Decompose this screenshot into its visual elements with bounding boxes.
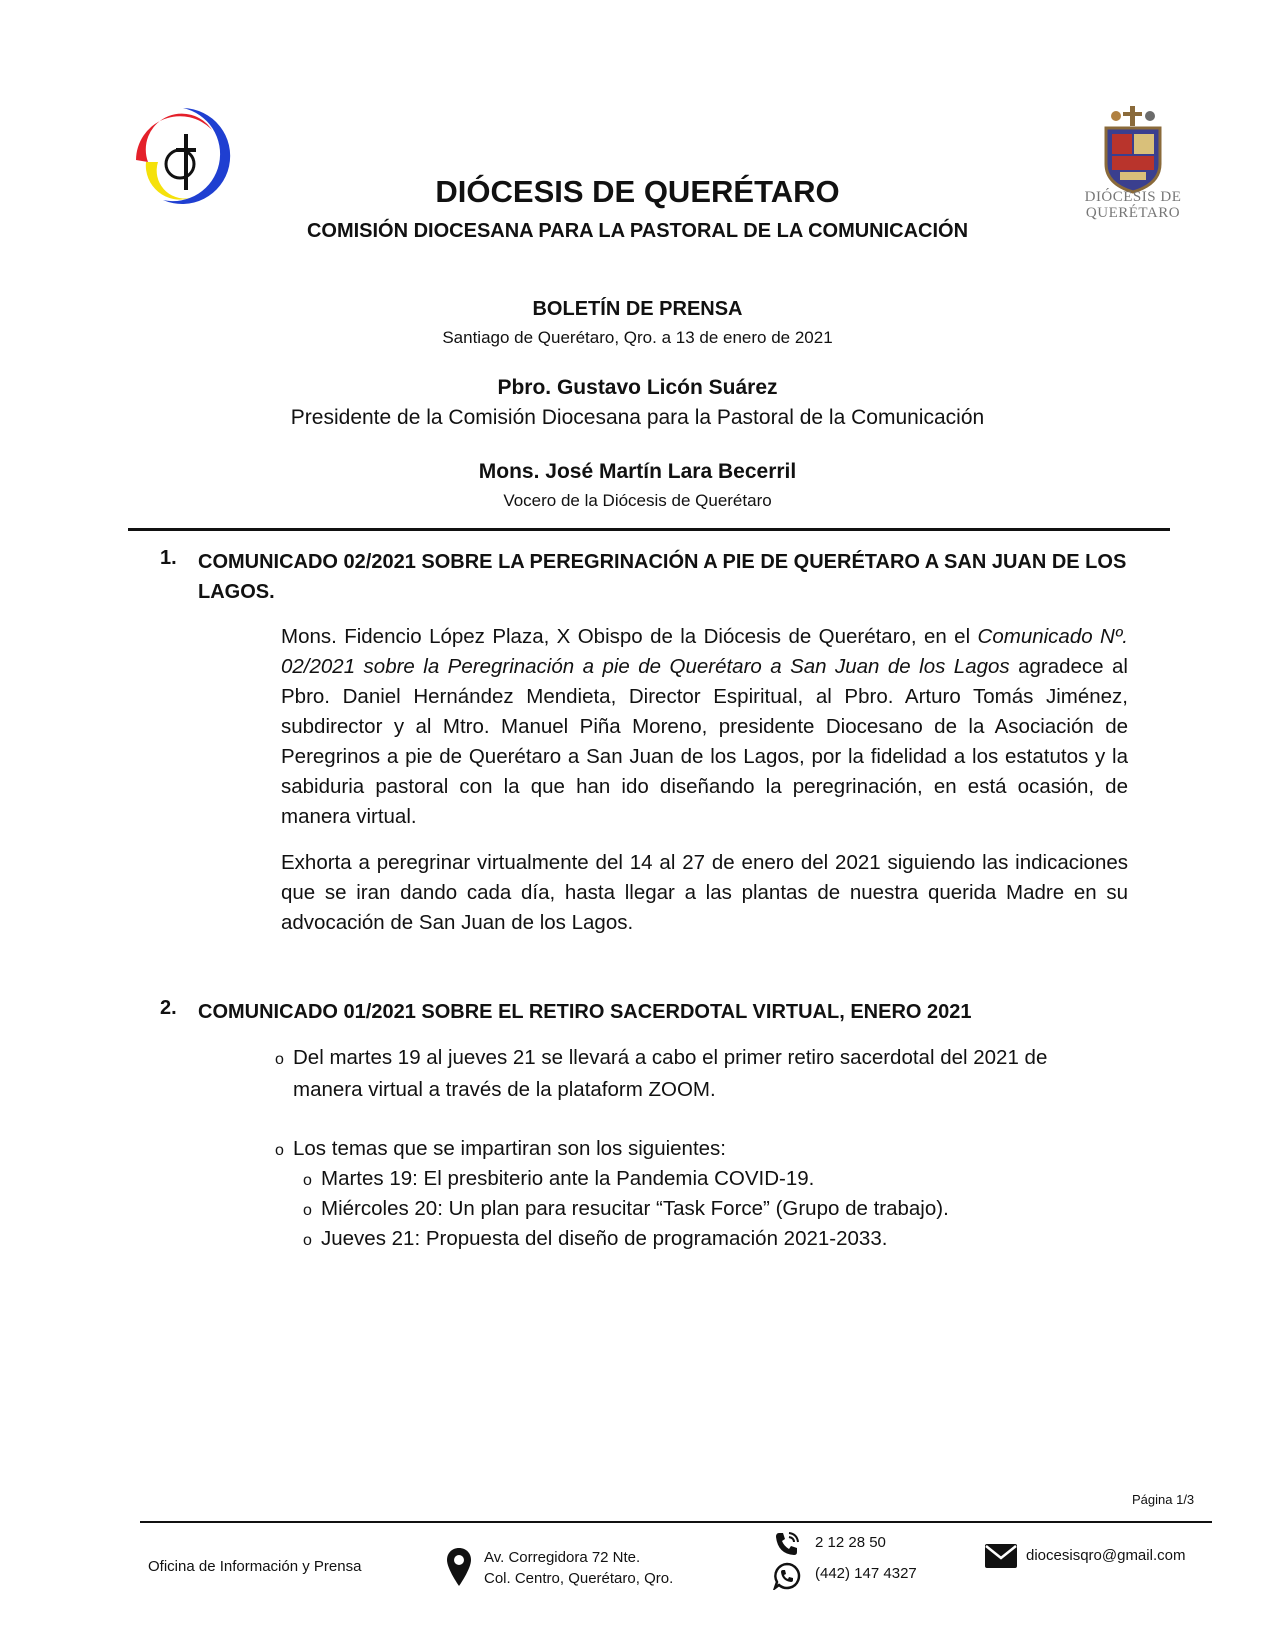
footer-email: diocesisqro@gmail.com [1026, 1547, 1186, 1564]
footer-address [484, 1547, 673, 1589]
section2-title: COMUNICADO 01/2021 SOBRE EL RETIRO SACERDOTAL VIRTUAL, ENERO 2021 [198, 1001, 972, 1023]
bullet-mark: o [275, 1051, 284, 1068]
diocese-crest [1078, 106, 1188, 234]
person1-role: Presidente de la Comisión Diocesana para la Pastoral de la Comunicación [290, 406, 985, 429]
list-item [303, 1224, 887, 1256]
bullet-mark: o [303, 1202, 312, 1219]
whatsapp-icon [773, 1562, 801, 1590]
list-item [275, 1134, 726, 1166]
person2-role: Vocero de la Diócesis de Querétaro [503, 491, 772, 510]
place-date: Santiago de Querétaro, Qro. a 13 de enero de 2021 [442, 328, 833, 347]
sub-item-1: Martes 19: El presbiterio ante la Pandemia COVID-19. [321, 1167, 815, 1190]
section2-number: 2. [160, 997, 177, 1019]
section1-paragraph1 [281, 622, 1128, 832]
list-item [275, 1043, 1135, 1105]
bullet1-line1: Del martes 19 al jueves 21 se llevará a cabo el primer retiro sacerdotal del 2021 de [293, 1046, 1048, 1069]
header-divider [128, 528, 1170, 531]
footer-divider [140, 1521, 1212, 1523]
bullet1-line2: manera virtual a través de la plataform ZOOM. [293, 1078, 716, 1101]
bullet2-text: Los temas que se impartiran son los siguientes: [293, 1137, 727, 1160]
bullet-mark: o [303, 1172, 312, 1189]
section1-paragraph2: Exhorta a peregrinar virtualmente del 14 al 27 de enero del 2021 siguiendo las indicaciones que se iran dando cada día, hasta llegar a las plantas de nuestra querida Madre en su advocación de San Juan de los Lagos. [281, 851, 1128, 934]
email-icon [984, 1543, 1018, 1569]
address-line1: Av. Corregidora 72 Nte. [484, 1549, 641, 1566]
bullet-mark: o [303, 1232, 312, 1249]
list-item [303, 1194, 949, 1226]
footer-office: Oficina de Información y Prensa [148, 1558, 362, 1575]
crest-text-line2: QUERÉTARO [1085, 205, 1181, 221]
page-subtitle: COMISIÓN DIOCESANA PARA LA PASTORAL DE LA COMUNICACIÓN [306, 220, 969, 242]
list-item [303, 1164, 814, 1196]
phone-icon [773, 1530, 801, 1558]
section1-paragraph1-end: agradece al Pbro. Daniel Hernández Mendieta, Director Espiritual, al Pbro. Arturo Tomás Jiménez, subdirector y al Mtro. Manuel Piña Moreno, presidente Diocesano de la Asociación de Peregrinos a pie de Querétaro a San Juan de los Lagos, por la fidelidad a los estatutos y la sabiduria pastoral con la que han ido diseñando la peregrinación, en está ocasión, de manera virtual. [281, 655, 1128, 828]
sub-item-2: Miércoles 20: Un plan para resucitar “Task Force” (Grupo de trabajo). [321, 1197, 949, 1220]
page-title: DIÓCESIS DE QUERÉTARO [435, 174, 840, 209]
section1-paragraph1-start: Mons. Fidencio López Plaza, X Obispo de la Diócesis de Querétaro, en el [281, 625, 978, 648]
crest-text-line1: DIÓCESIS DE [1084, 189, 1182, 205]
location-pin-icon [446, 1547, 472, 1587]
bullet-mark: o [275, 1142, 284, 1159]
section1-title: COMUNICADO 02/2021 SOBRE LA PEREGRINACIÓN A PIE DE QUERÉTARO A SAN JUAN DE LOS LAGOS. [198, 551, 1127, 603]
person1-name: Pbro. Gustavo Licón Suárez [497, 376, 778, 399]
footer-whatsapp: (442) 147 4327 [815, 1565, 917, 1582]
section1-number: 1. [160, 547, 177, 569]
communique-title-italic: Comunicado Nº. 02/2021 sobre la Peregrinación a pie de Querétaro a San Juan de los Lagos [281, 625, 1128, 678]
person2-name: Mons. José Martín Lara Becerril [478, 460, 797, 483]
page-number: Página 1/3 [1132, 1492, 1195, 1507]
bulletin-heading: BOLETÍN DE PRENSA [532, 298, 743, 320]
address-line2: Col. Centro, Querétaro, Qro. [484, 1570, 674, 1587]
footer-phone: 2 12 28 50 [815, 1534, 886, 1551]
sub-item-3: Jueves 21: Propuesta del diseño de programación 2021-2033. [321, 1227, 888, 1250]
